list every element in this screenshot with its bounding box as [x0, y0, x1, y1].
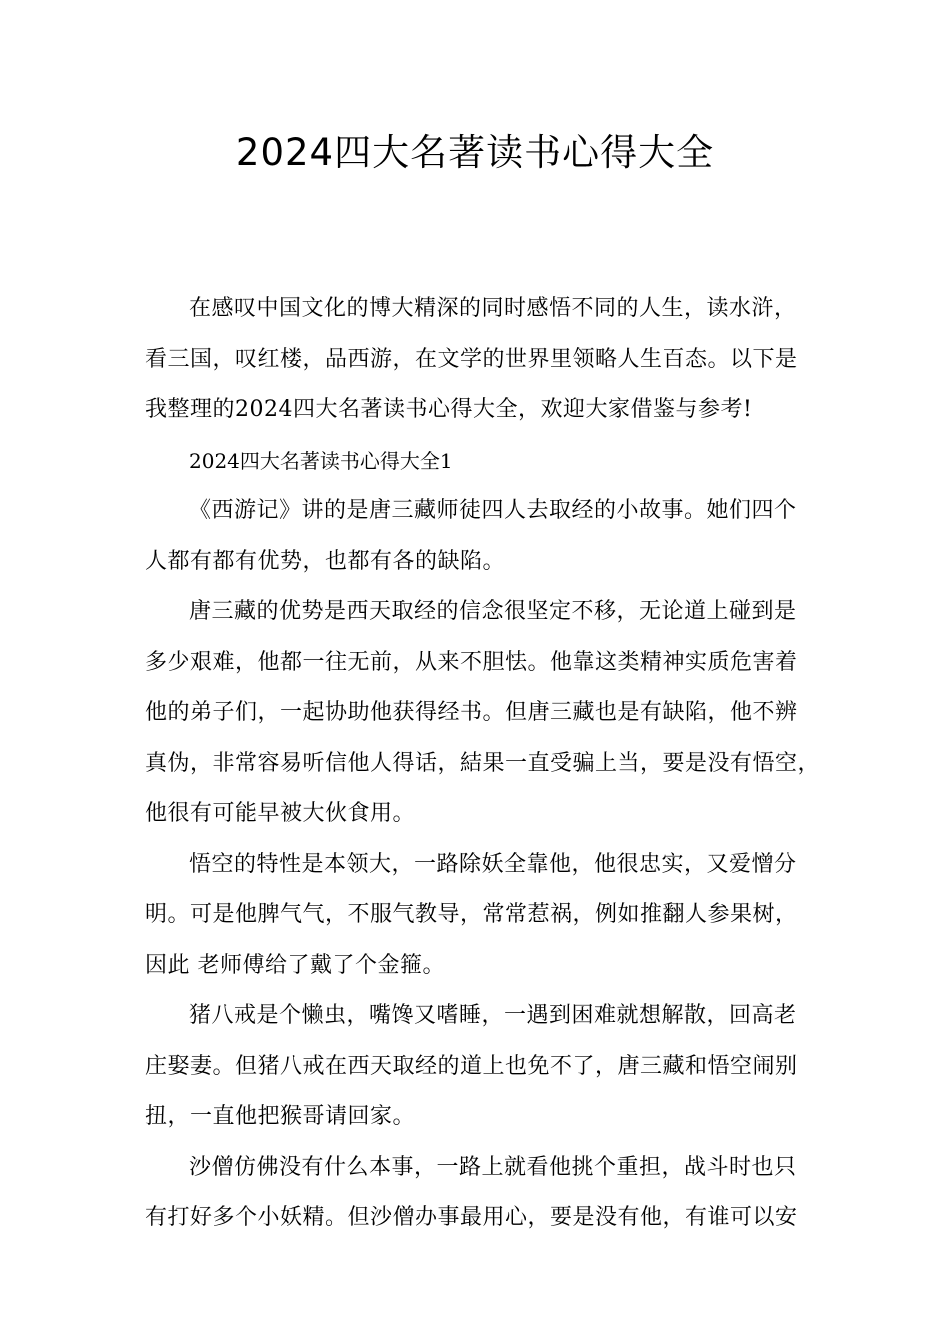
paragraph-tang-sanzang: [145, 587, 821, 840]
intro-paragraph: [145, 284, 810, 436]
text-line: 沙僧仿佛没有什么本事，一路上就看他挑个重担，战斗时也只: [189, 1154, 797, 1180]
text-line: 在感叹中国文化的博大精深的同时感悟不同的人生，读水浒，: [189, 296, 797, 321]
text-line: 悟空的特性是本领大，一路除妖全靠他，他很忠实，又爱憎分: [189, 851, 797, 877]
text-line: 多少艰难，他都一往无前，从来不胆怯。他靠这类精神实质危害着: [145, 649, 798, 675]
paragraph-journey: [145, 486, 810, 587]
text-line: 看三国，叹红楼，品西游，在文学的世界里领略人生百态。以下是: [145, 346, 798, 372]
paragraph-bajie: [145, 991, 810, 1143]
paragraph-wukong: [145, 840, 810, 992]
text-line: 猪八戒是个懒虫，嘴馋又嗜睡，一遇到困难就想解散，回高老: [189, 1003, 797, 1028]
document-title: 2024四大名著读书心得大全: [235, 131, 715, 174]
text-line: 因此 老师傅给了戴了个金箍。: [145, 952, 445, 978]
text-line: 我整理的2024四大名著读书心得大全，欢迎大家借鉴与参考!: [145, 397, 753, 422]
text-line: 明。可是他脾气气，不服气教导，常常惹祸，例如推翻人参果树，: [145, 902, 798, 927]
document-body: [145, 284, 821, 1244]
text-line: 他的弟子们，一起协助他获得经书。但唐三藏也是有缺陷，他不辨: [145, 700, 798, 725]
text-line: 唐三藏的优势是西天取经的信念很坚定不移，无论道上碰到是: [189, 599, 797, 624]
section-heading: 2024四大名著读书心得大全1: [189, 448, 453, 473]
text-line: 有打好多个小妖精。但沙僧办事最用心，要是没有他，有谁可以安: [145, 1205, 798, 1230]
paragraph-sha-seng: [145, 1143, 810, 1244]
text-line: 他很有可能早被大伙食用。: [145, 801, 416, 826]
text-line: 扭，一直他把猴哥请回家。: [145, 1104, 416, 1129]
text-line: 《西游记》讲的是唐三藏师徒四人去取经的小故事。她们四个: [189, 498, 797, 523]
text-line: 人都有都有优势，也都有各的缺陷。: [145, 548, 506, 574]
text-line: 庄娶妻。但猪八戒在西天取经的道上也免不了，唐三藏和悟空闹别: [145, 1053, 798, 1079]
text-line: 真伪，非常容易听信他人得话，結果一直受骗上当，要是没有悟空，: [145, 750, 821, 776]
